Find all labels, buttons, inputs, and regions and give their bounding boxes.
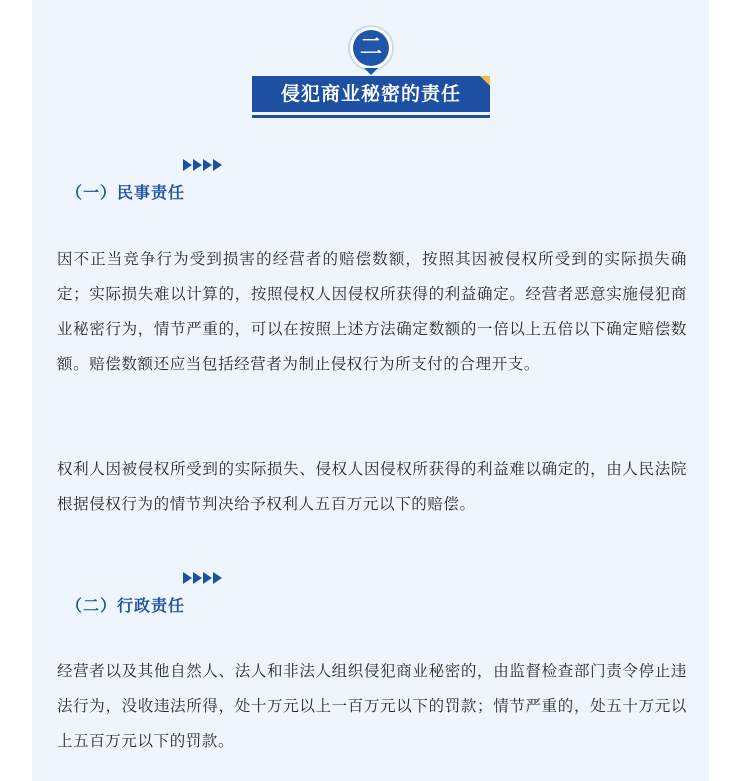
section-number-badge: 二: [353, 30, 389, 66]
section-heading-civil: （一）民事责任: [66, 183, 186, 202]
paragraph: 权利人因被侵权所受到的实际损失、侵权人因侵权所获得的利益难以确定的，由人民法院根据侵权行为的情节判决给予权利人五百万元以下的赔偿。: [57, 460, 687, 513]
section-heading-administrative: （二）行政责任: [66, 596, 186, 615]
page-title: 侵犯商业秘密的责任: [252, 76, 490, 112]
paragraph: 因不正当竞争行为受到损害的经营者的赔偿数额，按照其因被侵权所受到的实际损失确定；实际损失难以计算的，按照侵权人因侵权所获得的利益确定。经营者恶意实施侵犯商业秘密行为，情节严重的，可以在按照上述方法确定数额的一倍以上五倍以下确定赔偿数额。赔偿数额还应当包括经营者为制止侵权行为所支付的合理开支。: [57, 250, 687, 373]
title-underline: [252, 115, 490, 118]
badge-pointer-icon: [364, 68, 378, 75]
paragraph: 经营者以及其他自然人、法人和非法人组织侵犯商业秘密的，由监督检查部门责令停止违法行为，没收违法所得，处十万元以上一百万元以下的罚款；情节严重的，处五十万元以上五百万元以下的罚款。: [57, 662, 687, 750]
banner-corner-decoration: [480, 76, 490, 86]
chevron-arrows-icon: [183, 572, 227, 586]
chevron-arrows-icon: [183, 159, 227, 173]
